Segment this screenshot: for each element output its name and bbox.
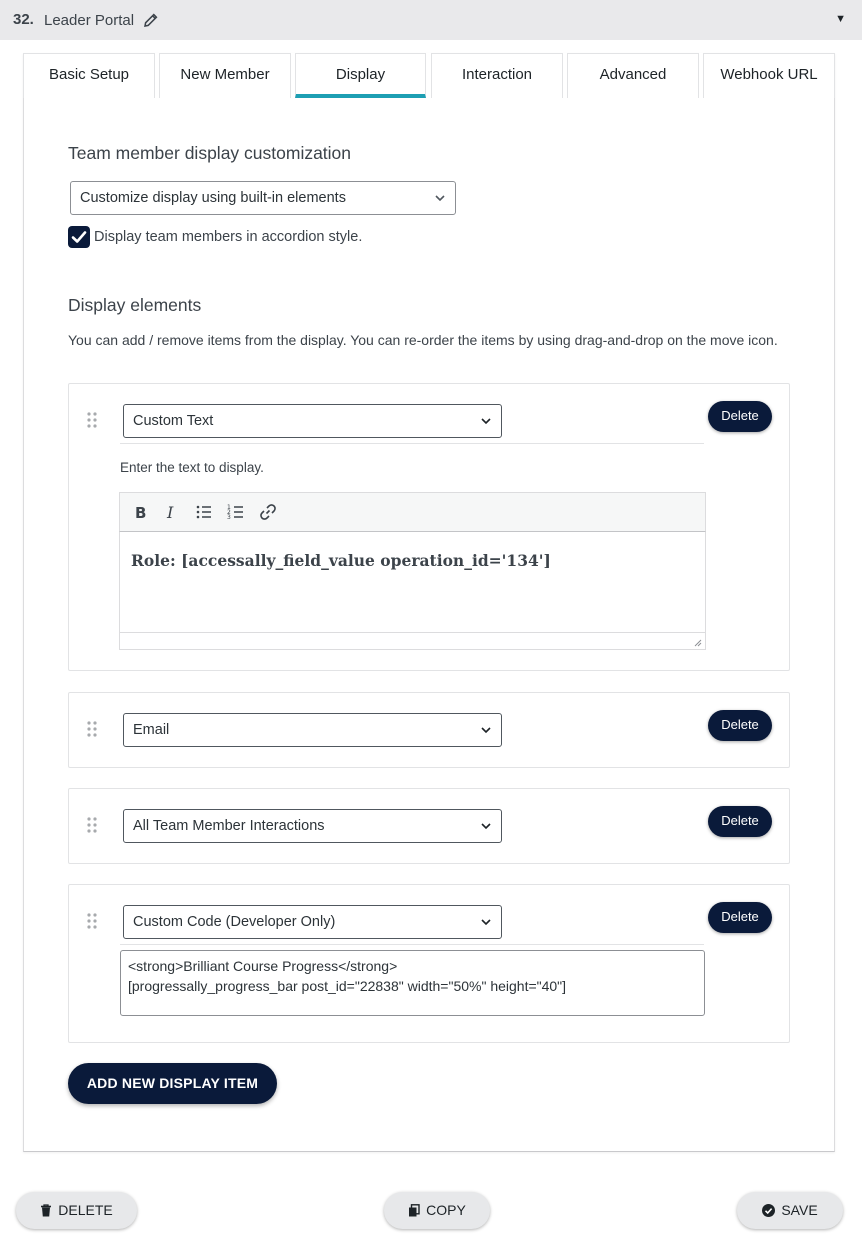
accordion-checkbox[interactable] xyxy=(68,226,90,248)
item-type-value: Custom Text xyxy=(133,413,214,429)
tab-webhook-url[interactable]: Webhook URL xyxy=(703,53,835,98)
delete-item-button[interactable]: Delete xyxy=(708,710,772,741)
accordion-label: Display team members in accordion style. xyxy=(94,229,363,245)
bullet-list-icon[interactable] xyxy=(195,503,213,521)
divider xyxy=(120,443,704,444)
section-title: Leader Portal xyxy=(44,12,135,29)
svg-text:1: 1 xyxy=(227,504,231,511)
display-elements-help: You can add / remove items from the display. You can re-order the items by using drag-and-drop on the move icon. xyxy=(68,332,778,348)
tab-advanced[interactable]: Advanced xyxy=(567,53,699,98)
save-button[interactable] xyxy=(737,1192,843,1229)
trash-icon xyxy=(40,1204,52,1217)
item-type-select[interactable] xyxy=(123,713,502,747)
editor-label: Enter the text to display. xyxy=(120,460,264,475)
copy-icon xyxy=(408,1204,420,1217)
item-type-select[interactable] xyxy=(123,905,502,939)
display-elements-heading: Display elements xyxy=(68,295,202,315)
tab-interaction[interactable]: Interaction xyxy=(431,53,563,98)
italic-icon[interactable] xyxy=(162,503,180,521)
resize-handle-icon[interactable] xyxy=(692,637,702,647)
customization-select[interactable] xyxy=(70,181,456,215)
section-header[interactable] xyxy=(0,0,862,40)
customization-heading: Team member display customization xyxy=(68,143,352,163)
save-button-label: SAVE xyxy=(781,1202,818,1218)
delete-button[interactable] xyxy=(16,1192,137,1229)
link-icon[interactable] xyxy=(259,503,277,521)
chevron-down-icon xyxy=(479,915,493,929)
delete-item-button[interactable]: Delete xyxy=(708,902,772,933)
svg-text:B: B xyxy=(135,504,147,521)
drag-handle-icon[interactable] xyxy=(87,412,97,428)
delete-item-button[interactable]: Delete xyxy=(708,806,772,837)
svg-text:3: 3 xyxy=(227,514,231,521)
pencil-icon[interactable] xyxy=(143,12,159,28)
customization-select-value: Customize display using built-in elements xyxy=(80,190,346,206)
caret-down-icon[interactable]: ▼ xyxy=(835,13,846,25)
chevron-down-icon xyxy=(479,414,493,428)
item-type-select[interactable] xyxy=(123,809,502,843)
tab-basic-setup[interactable]: Basic Setup xyxy=(23,53,155,98)
drag-handle-icon[interactable] xyxy=(87,721,97,737)
delete-item-button[interactable]: Delete xyxy=(708,401,772,432)
svg-text:I: I xyxy=(167,503,174,521)
editor-toolbar xyxy=(119,492,706,532)
chevron-down-icon xyxy=(433,191,447,205)
chevron-down-icon xyxy=(479,819,493,833)
tab-new-member[interactable]: New Member xyxy=(159,53,291,98)
drag-handle-icon[interactable] xyxy=(87,817,97,833)
editor-resize-bar xyxy=(120,632,705,649)
item-type-value: Custom Code (Developer Only) xyxy=(133,914,336,930)
numbered-list-icon[interactable] xyxy=(227,503,245,521)
checkmark-icon xyxy=(68,226,90,248)
drag-handle-icon[interactable] xyxy=(87,913,97,929)
add-display-item-button[interactable]: ADD NEW DISPLAY ITEM xyxy=(68,1063,277,1104)
copy-button[interactable] xyxy=(384,1192,490,1229)
copy-button-label: COPY xyxy=(426,1202,466,1218)
check-circle-icon xyxy=(762,1204,775,1217)
section-number: 32. xyxy=(13,11,34,28)
divider xyxy=(120,944,704,945)
custom-code-textarea[interactable]: <strong>Brilliant Course Progress</strong> [progressally_progress_bar post_id="22838" width="50%" height="40"] xyxy=(120,950,705,1016)
item-type-value: Email xyxy=(133,722,170,738)
item-type-value: All Team Member Interactions xyxy=(133,818,325,834)
svg-text:2: 2 xyxy=(227,509,231,516)
editor-content[interactable]: Role: [accessally_field_value operation_id='134'] xyxy=(131,551,551,570)
rich-text-editor[interactable] xyxy=(119,532,706,650)
delete-button-label: DELETE xyxy=(58,1202,113,1218)
bold-icon[interactable] xyxy=(131,503,149,521)
tab-display[interactable]: Display xyxy=(295,53,426,98)
chevron-down-icon xyxy=(479,723,493,737)
item-type-select[interactable] xyxy=(123,404,502,438)
